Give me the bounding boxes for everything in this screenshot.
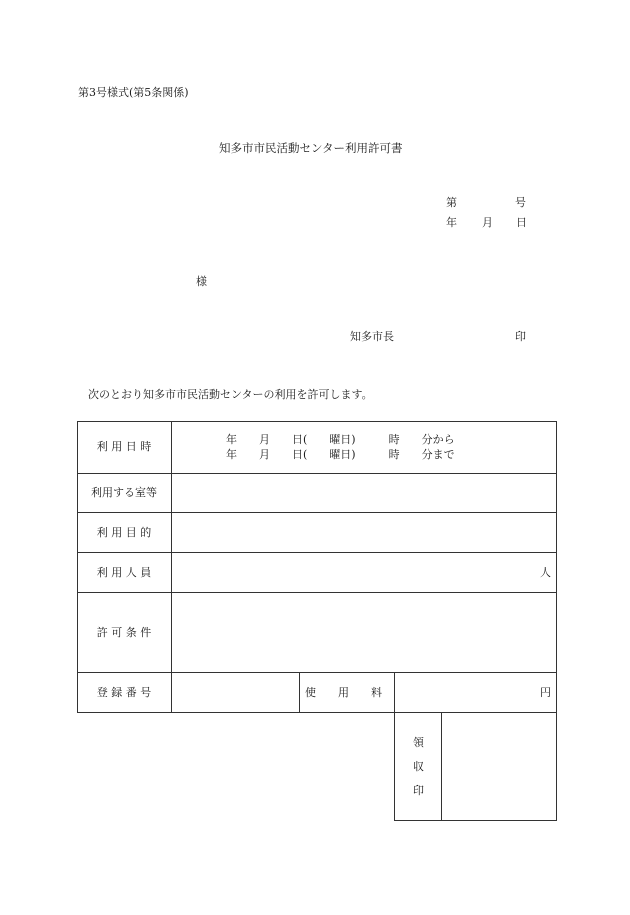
label-conditions: 許 可 条 件 [96, 626, 152, 639]
permit-table [77, 421, 557, 821]
issuer-seal: 印 [515, 330, 526, 343]
date-year: 年 [446, 216, 457, 229]
form-number: 第3号様式(第5条関係) [78, 86, 189, 99]
document-title: 知多市市民活動センター利用許可書 [219, 141, 403, 155]
usage-datetime-to: 年 月 日( 曜日) 時 分まで [226, 448, 455, 461]
doc-number-prefix: 第 [446, 196, 457, 209]
intro-text: 次のとおり知多市市民活動センターの利用を許可します。 [88, 388, 373, 401]
label-purpose: 利 用 目 的 [96, 526, 152, 539]
label-rooms: 利用する室等 [91, 486, 157, 499]
label-registration-number: 登 録 番 号 [96, 686, 152, 699]
receipt-char: 領 [413, 736, 424, 749]
date-day: 日 [516, 216, 527, 229]
issuer-name: 知多市長 [350, 330, 394, 343]
label-attendees: 利 用 人 員 [96, 566, 152, 579]
receipt-seal-label [395, 736, 442, 808]
recipient-honorific: 様 [196, 275, 207, 288]
date-month: 月 [482, 216, 493, 229]
label-usage-datetime: 利 用 日 時 [96, 440, 152, 453]
receipt-char: 印 [413, 784, 424, 797]
attendees-unit: 人 [540, 566, 551, 579]
label-fee: 使 用 料 [305, 686, 382, 699]
usage-datetime-from: 年 月 日( 曜日) 時 分から [226, 433, 455, 446]
fee-unit: 円 [540, 686, 551, 699]
receipt-char: 収 [413, 760, 424, 773]
doc-number-suffix: 号 [515, 196, 526, 209]
